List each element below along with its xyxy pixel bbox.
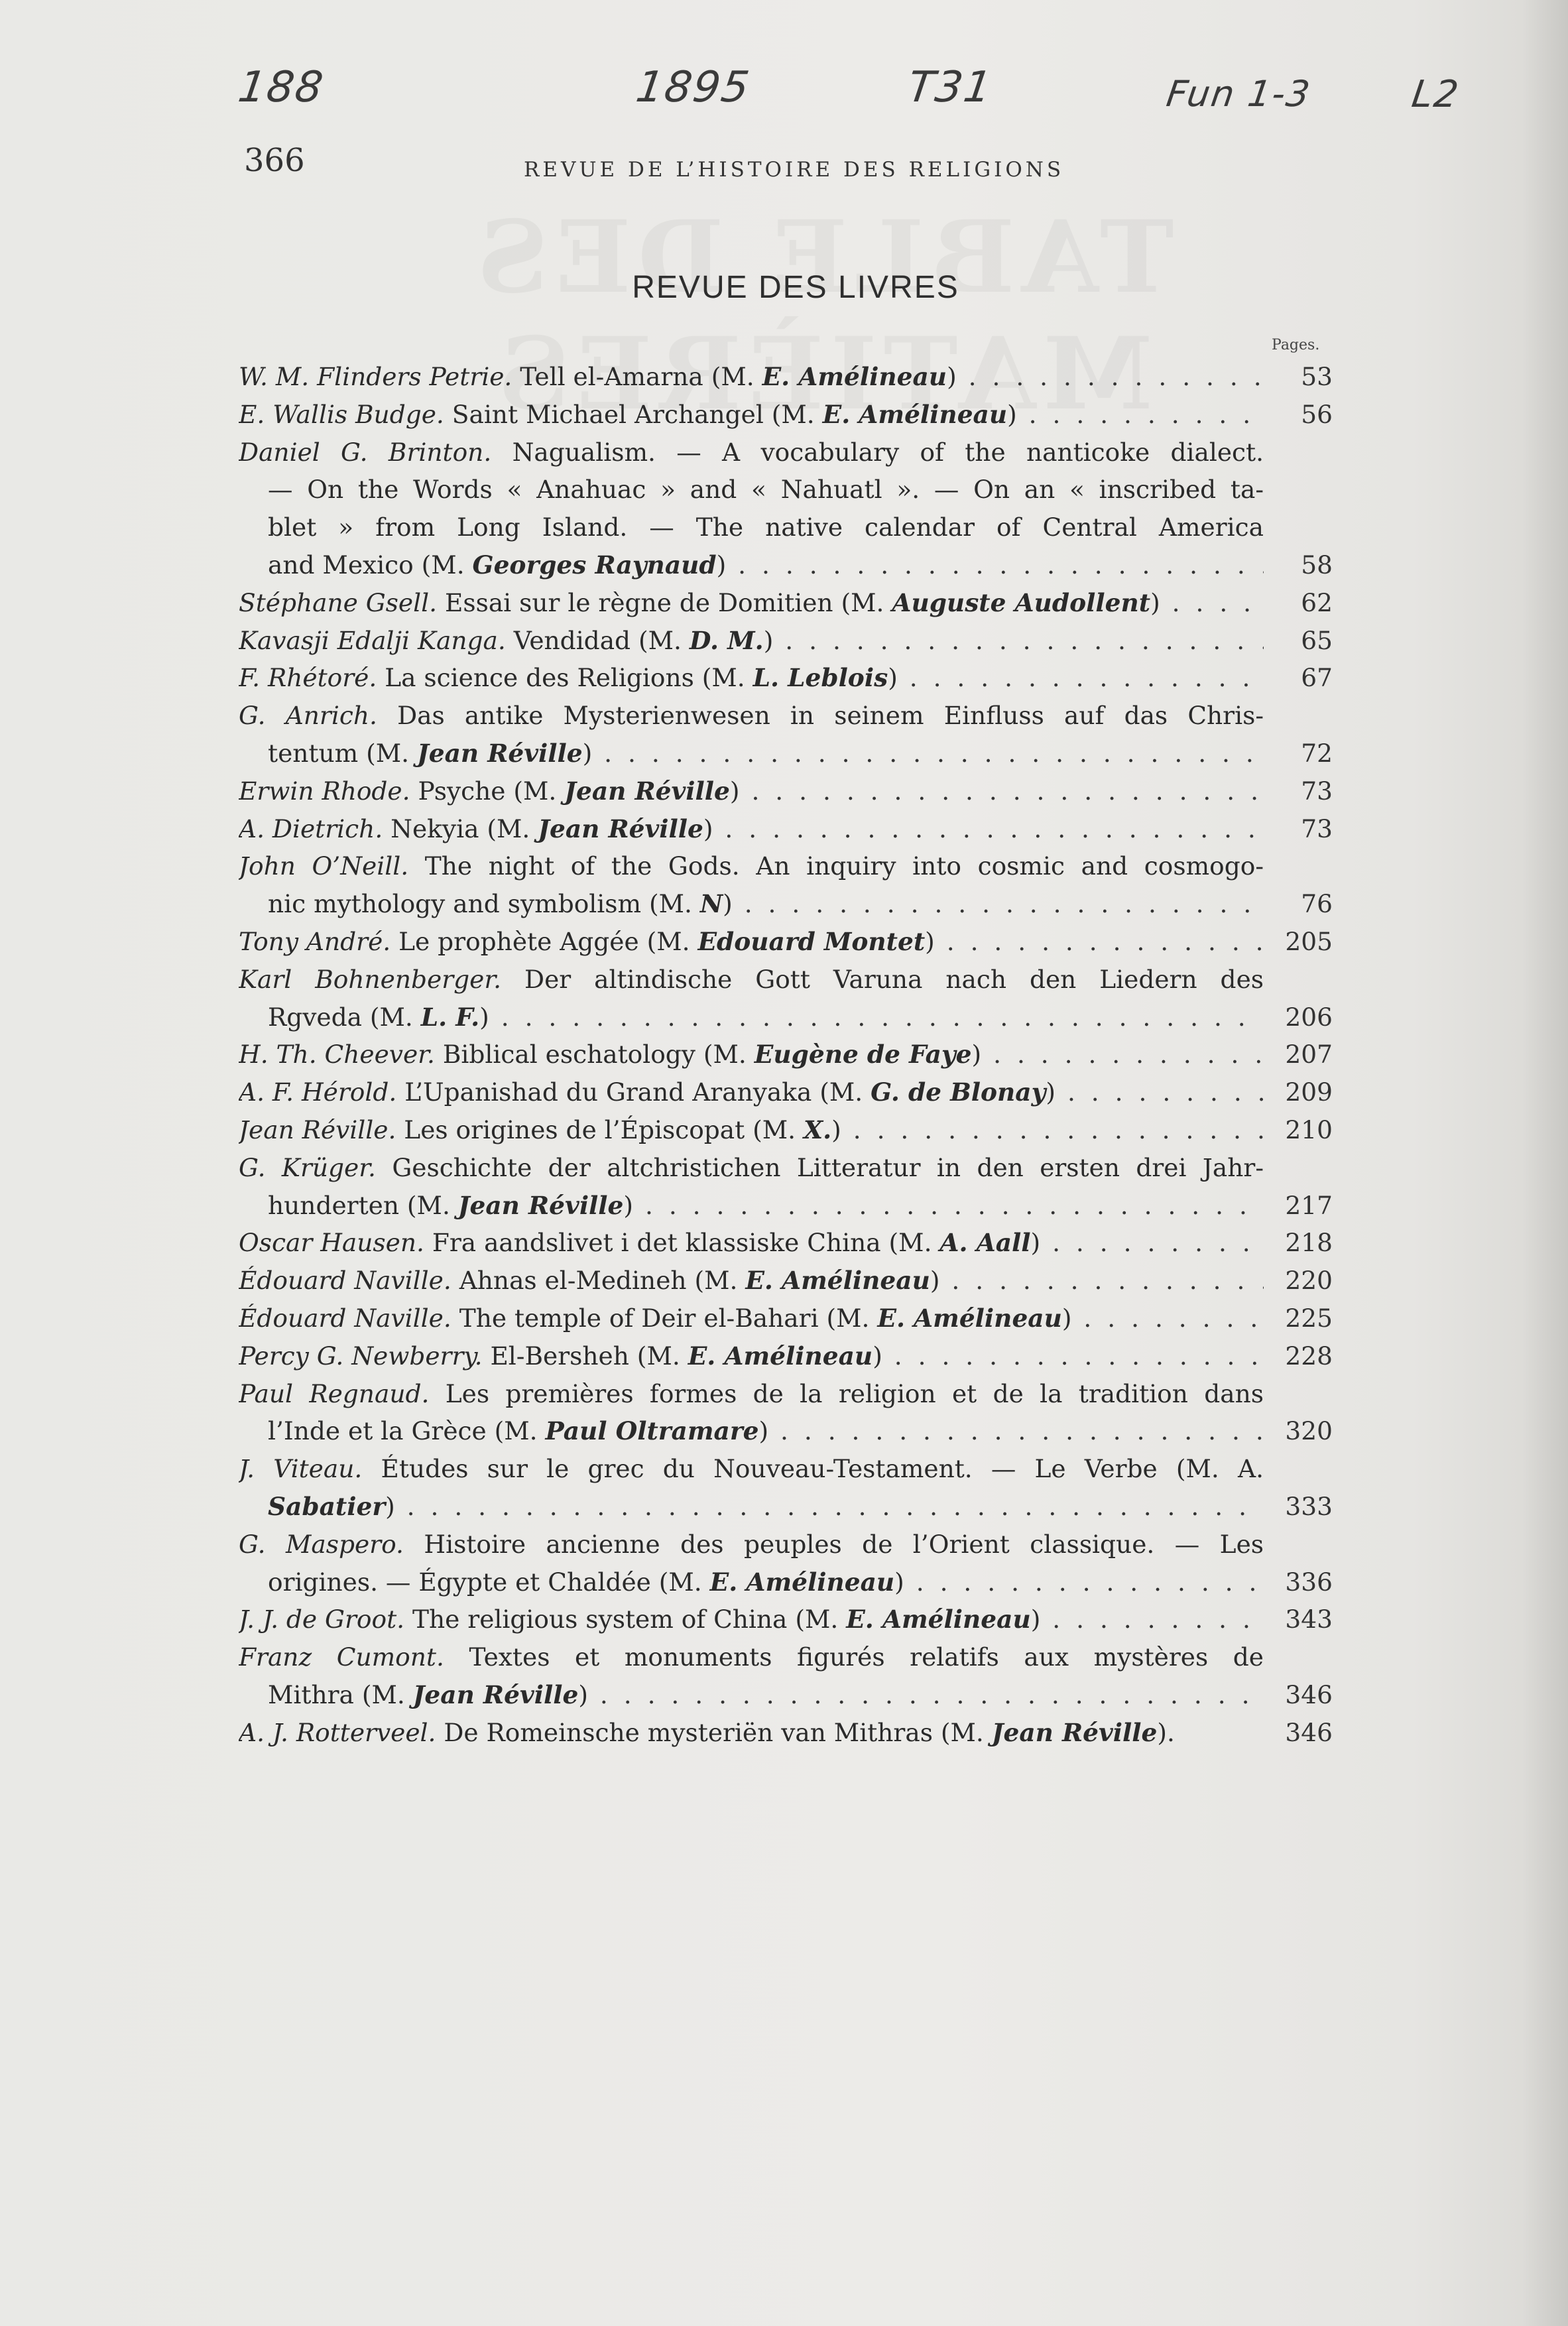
- entry-page: 76: [1301, 889, 1333, 919]
- list-item: Tony André. Le prophète Aggée (M. Edouard Montet) . . . 205: [239, 923, 1333, 961]
- list-item: Daniel G. Brinton. Nagualism. — A vocabulary of the nanticoke dialect. — On the Words « Anahuac » and « Nahuatl ». — On an « inscribed ta- blet » from Long Island. — The native calendar of Central America and Mexico (M. Georges Raynaud) . . . 58: [239, 434, 1333, 584]
- pages-column-label: Pages.: [1272, 337, 1320, 353]
- entry-reviewer: D. M.: [689, 625, 764, 655]
- entry-reviewer: Edouard Montet: [697, 926, 926, 956]
- entry-page: 65: [1301, 625, 1333, 655]
- entry-author: Erwin Rhode.: [239, 776, 410, 806]
- entry-page: 228: [1285, 1341, 1333, 1371]
- entry-title: Textes et monuments figurés relatifs aux mystères de: [469, 1642, 1264, 1672]
- entry-reviewer: Jean Réville: [412, 1680, 579, 1709]
- entry-author: G. Krüger.: [239, 1152, 376, 1182]
- handwritten-note-2: 1895: [633, 63, 754, 112]
- list-item: Oscar Hausen. Fra aandslivet i det klassiske China (M. A. Aall) . . . 218: [239, 1224, 1333, 1262]
- list-item: G. Krüger. Geschichte der altchristichen Litteratur in den ersten drei Jahr- hunderten (M. Jean Réville) . . . 217: [239, 1149, 1333, 1225]
- list-item: G. Anrich. Das antike Mysterienwesen in seinem Einfluss auf das Chris- tentum (M. Jean Réville) . . . 72: [239, 697, 1333, 772]
- list-item: A. Dietrich. Nekyia (M. Jean Réville) . . . 73: [239, 810, 1333, 848]
- entry-page: 207: [1285, 1040, 1333, 1070]
- entry-title: Das antike Mysterienwesen in seinem Einfluss auf das Chris-: [397, 701, 1264, 731]
- entry-author: Percy G. Newberry.: [239, 1341, 483, 1371]
- entry-author: Stéphane Gsell.: [239, 587, 438, 617]
- entry-title: Der altindische Gott Varuna nach den Liedern des: [524, 964, 1264, 994]
- entry-page: 210: [1285, 1115, 1333, 1144]
- entry-author: Édouard Naville.: [239, 1303, 452, 1333]
- entry-page: 205: [1285, 926, 1333, 956]
- entry-reviewer: E. Amélineau: [822, 399, 1008, 429]
- entry-author: Édouard Naville.: [239, 1266, 452, 1296]
- entry-author: A. J. Rotterveel.: [239, 1717, 436, 1747]
- list-item: Édouard Naville. Ahnas el-Medineh (M. E. Amélineau) . . . 220: [239, 1262, 1333, 1300]
- entry-page: 346: [1285, 1680, 1333, 1709]
- list-item: H. Th. Cheever. Biblical eschatology (M. Eugène de Faye) . . . 207: [239, 1036, 1333, 1073]
- handwritten-note-1: 188: [235, 63, 328, 112]
- entry-author: Karl Bohnenberger.: [239, 964, 502, 994]
- entry-page: 220: [1285, 1266, 1333, 1296]
- entry-reviewer: E. Amélineau: [709, 1567, 895, 1597]
- list-item: G. Maspero. Histoire ancienne des peuples de l’Orient classique. — Les origines. — Égypte et Chaldée (M. E. Amélineau) . . . 336: [239, 1526, 1333, 1601]
- entry-reviewer: N: [699, 889, 723, 919]
- entry-author: G. Anrich.: [239, 701, 377, 731]
- entry-author: Jean Réville.: [239, 1115, 396, 1144]
- list-item: John O’Neill. The night of the Gods. An inquiry into cosmic and cosmogo- nic mythology and symbolism (M. N) . . . 76: [239, 847, 1333, 923]
- entry-author: A. Dietrich.: [239, 814, 383, 843]
- entry-reviewer: Jean Réville: [416, 738, 583, 768]
- list-item: Kavasji Edalji Kanga. Vendidad (M. D. M.) . . . 65: [239, 622, 1333, 660]
- entry-page: 206: [1285, 1002, 1333, 1032]
- list-item: Percy G. Newberry. El-Bersheh (M. E. Amélineau) . . . 228: [239, 1337, 1333, 1375]
- entry-author: J. Viteau.: [239, 1454, 363, 1484]
- entry-title: Nagualism. — A vocabulary of the nanticoke dialect.: [512, 437, 1264, 467]
- list-item: J. Viteau. Études sur le grec du Nouveau-Testament. — Le Verbe (M. A. Sabatier) . . . 333: [239, 1450, 1333, 1526]
- entry-title: Saint Michael Archangel (M.: [452, 399, 823, 429]
- entry-title: Les premières formes de la religion et de la tradition dans: [445, 1378, 1264, 1408]
- entry-reviewer: E. Amélineau: [745, 1266, 930, 1296]
- entry-page: 218: [1285, 1228, 1333, 1258]
- entry-reviewer: E. Amélineau: [846, 1605, 1031, 1634]
- entry-title: Nekyia (M.: [391, 814, 538, 843]
- entry-reviewer: X.: [804, 1115, 832, 1144]
- entry-author: A. F. Hérold.: [239, 1077, 397, 1107]
- entry-title: L’Upanishad du Grand Aranyaka (M.: [404, 1077, 871, 1107]
- entry-reviewer: Sabatier: [268, 1491, 386, 1521]
- entry-author: Paul Regnaud.: [239, 1378, 430, 1408]
- entry-page: 336: [1285, 1567, 1333, 1597]
- entry-reviewer: Jean Réville: [457, 1190, 624, 1220]
- entry-reviewer: G. de Blonay: [871, 1077, 1046, 1107]
- list-item: Édouard Naville. The temple of Deir el-Bahari (M. E. Amélineau) . . . 225: [239, 1300, 1333, 1337]
- entry-author: Tony André.: [239, 926, 391, 956]
- section-title: REVUE DES LIVRES: [632, 270, 959, 305]
- entry-author: John O’Neill.: [239, 851, 409, 881]
- entry-reviewer: E. Amélineau: [877, 1303, 1062, 1333]
- list-item: J. J. de Groot. The religious system of China (M. E. Amélineau) . . . 343: [239, 1601, 1333, 1638]
- entry-reviewer: Jean Réville: [538, 814, 703, 843]
- entry-title: Essai sur le règne de Domitien (M.: [444, 587, 892, 617]
- entry-page: 217: [1285, 1190, 1333, 1220]
- list-item: Paul Regnaud. Les premières formes de la religion et de la tradition dans l’Inde et la Grèce (M. Paul Oltramare) . . . 320: [239, 1375, 1333, 1451]
- entry-page: 58: [1301, 550, 1333, 580]
- entry-page: 73: [1301, 776, 1333, 806]
- entry-title: Études sur le grec du Nouveau-Testament. — Le Verbe (M. A.: [381, 1454, 1264, 1484]
- entry-title: Le prophète Aggée (M.: [398, 926, 698, 956]
- entry-title: Vendidad (M.: [513, 625, 690, 655]
- list-item: F. Rhétoré. La science des Religions (M. L. Leblois) . . . 67: [239, 659, 1333, 697]
- entry-page: 346: [1285, 1717, 1333, 1747]
- entry-page: 72: [1301, 738, 1333, 768]
- entry-page: 333: [1285, 1491, 1333, 1521]
- entry-title: De Romeinsche mysteriën van Mithras (M.: [444, 1717, 992, 1747]
- list-item: Erwin Rhode. Psyche (M. Jean Réville) . . . 73: [239, 772, 1333, 810]
- list-item: A. J. Rotterveel. De Romeinsche mysteriën van Mithras (M. Jean Réville). 346: [239, 1714, 1333, 1752]
- entry-title: Biblical eschatology (M.: [442, 1040, 754, 1070]
- entry-title: Les origines de l’Épiscopat (M.: [404, 1115, 804, 1144]
- entry-page: 209: [1285, 1077, 1333, 1107]
- entry-reviewer: A. Aall: [939, 1228, 1031, 1258]
- entry-reviewer: L. F.: [420, 1002, 480, 1032]
- list-item: Franz Cumont. Textes et monuments figurés relatifs aux mystères de Mithra (M. Jean Réville) . . . 346: [239, 1638, 1333, 1714]
- list-item: E. Wallis Budge. Saint Michael Archangel (M. E. Amélineau) . . . 56: [239, 396, 1333, 434]
- list-item: A. F. Hérold. L’Upanishad du Grand Aranyaka (M. G. de Blonay) . . . 209: [239, 1073, 1333, 1111]
- entry-page: 225: [1285, 1303, 1333, 1333]
- entry-reviewer: L. Leblois: [753, 663, 888, 693]
- entry-title: Fra aandslivet i det klassiske China (M.: [432, 1228, 940, 1258]
- entry-reviewer: Georges Raynaud: [472, 550, 717, 580]
- entry-author: F. Rhétoré.: [239, 663, 377, 693]
- entry-reviewer: Jean Réville: [564, 776, 730, 806]
- entry-title: The religious system of China (M.: [412, 1605, 847, 1634]
- running-title: REVUE DE L’HISTOIRE DES RELIGIONS: [524, 158, 1065, 182]
- entry-page: 62: [1301, 587, 1333, 617]
- entry-page: 53: [1301, 362, 1333, 391]
- list-item: Stéphane Gsell. Essai sur le règne de Domitien (M. Auguste Audollent) . . . 62: [239, 584, 1333, 622]
- page-number: 366: [244, 142, 305, 179]
- entry-reviewer: E. Amélineau: [762, 362, 947, 391]
- entry-author: Kavasji Edalji Kanga.: [239, 625, 506, 655]
- entry-title: El-Bersheh (M.: [490, 1341, 688, 1371]
- handwritten-note-4: Fun 1-3: [1164, 73, 1314, 115]
- entry-author: E. Wallis Budge.: [239, 399, 444, 429]
- entry-title: Geschichte der altchristichen Litteratur in den ersten drei Jahr-: [392, 1152, 1264, 1182]
- list-item: W. M. Flinders Petrie. Tell el-Amarna (M. E. Amélineau) . . . 53: [239, 358, 1333, 396]
- entry-title: The temple of Deir el-Bahari (M.: [459, 1303, 878, 1333]
- entry-page: 56: [1301, 399, 1333, 429]
- entry-author: G. Maspero.: [239, 1529, 404, 1559]
- list-item: Karl Bohnenberger. Der altindische Gott Varuna nach den Liedern des Rgveda (M. L. F.) . . . 206: [239, 961, 1333, 1036]
- entry-page: 73: [1301, 814, 1333, 843]
- entry-reviewer: Eugène de Faye: [754, 1040, 972, 1070]
- entry-title: Tell el-Amarna (M.: [520, 362, 762, 391]
- entry-author: W. M. Flinders Petrie.: [239, 362, 513, 391]
- entry-page: 343: [1285, 1605, 1333, 1634]
- review-list: [239, 358, 1333, 1751]
- entry-reviewer: Paul Oltramare: [545, 1416, 759, 1446]
- entry-author: Daniel G. Brinton.: [239, 437, 492, 467]
- entry-author: Franz Cumont.: [239, 1642, 444, 1672]
- handwritten-note-5: L2: [1409, 73, 1463, 116]
- entry-title: The night of the Gods. An inquiry into cosmic and cosmogo-: [424, 851, 1264, 881]
- entry-page: 67: [1301, 663, 1333, 693]
- handwritten-note-3: T31: [904, 63, 996, 112]
- entry-author: J. J. de Groot.: [239, 1605, 405, 1634]
- entry-reviewer: Auguste Audollent: [892, 587, 1151, 617]
- entry-title: La science des Religions (M.: [385, 663, 753, 693]
- list-item: Jean Réville. Les origines de l’Épiscopat (M. X.) . . . 210: [239, 1111, 1333, 1149]
- entry-page: 320: [1285, 1416, 1333, 1446]
- entry-author: H. Th. Cheever.: [239, 1040, 435, 1070]
- entry-title: Psyche (M.: [418, 776, 565, 806]
- entry-reviewer: E. Amélineau: [688, 1341, 873, 1371]
- entry-title: Ahnas el-Medineh (M.: [459, 1266, 746, 1296]
- entry-author: Oscar Hausen.: [239, 1228, 424, 1258]
- entry-reviewer: Jean Réville: [991, 1717, 1158, 1747]
- entry-title: Histoire ancienne des peuples de l’Orient classique. — Les: [424, 1529, 1264, 1559]
